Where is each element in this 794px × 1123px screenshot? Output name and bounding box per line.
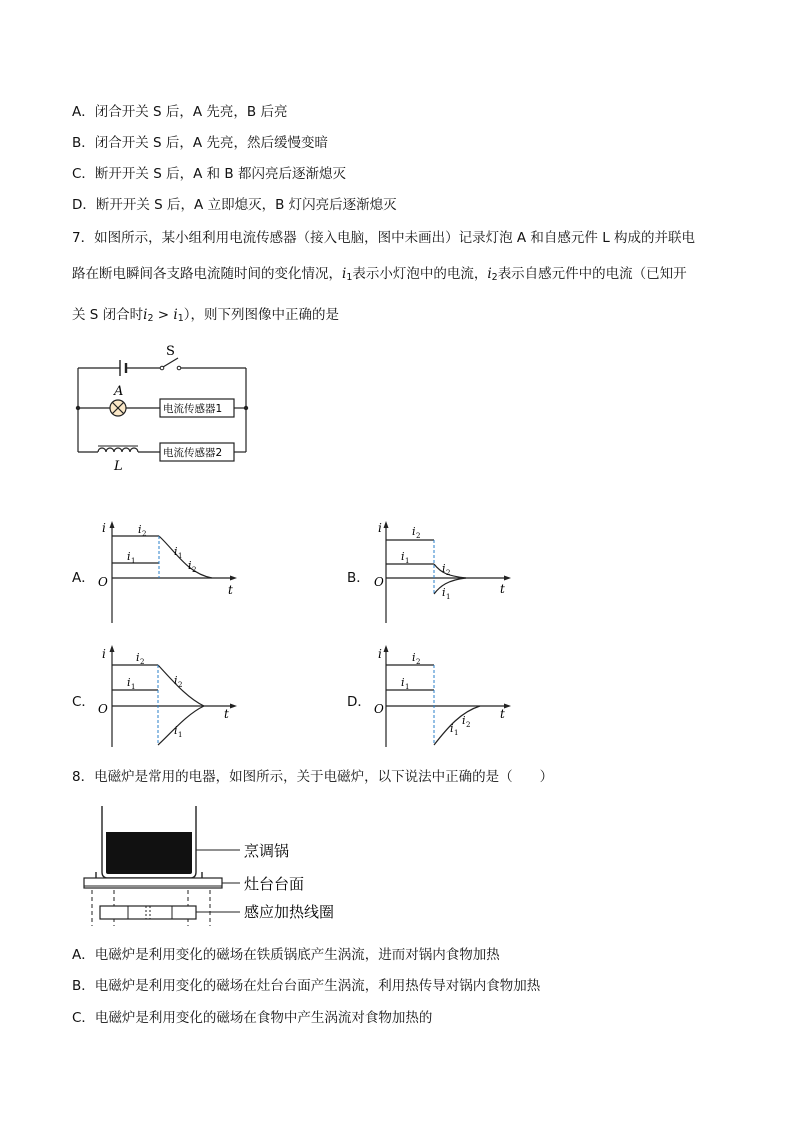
svg-text:1: 1 [446, 593, 451, 601]
q7-stem-line2: 路在断电瞬间各支路电流随时间的变化情况，$i_1$表示小灯泡中的电流，$i_2$表示自感元件中的电流（已知开 [72, 266, 687, 283]
svg-text:1: 1 [178, 731, 183, 739]
graph-a-letter: A． [72, 570, 95, 586]
svg-text:1: 1 [405, 683, 410, 691]
svg-text:i: i [401, 550, 405, 563]
svg-text:i: i [450, 722, 454, 735]
graph-b-letter: B． [347, 570, 370, 586]
svg-text:t: t [500, 707, 505, 721]
graph-b [366, 518, 516, 628]
svg-text:2: 2 [140, 658, 145, 666]
q6-option-a: A．闭合开关 S 后，A 先亮，B 后亮 [72, 104, 288, 120]
q8-option-b: B．电磁炉是利用变化的磁场在灶台台面产生涡流，利用热传导对锅内食物加热 [72, 978, 541, 994]
svg-text:2: 2 [416, 532, 421, 540]
coil-label: 感应加热线圈 [244, 903, 335, 921]
svg-text:i: i [412, 651, 416, 664]
pot-label: 烹调锅 [244, 842, 290, 860]
svg-text:1: 1 [178, 552, 183, 560]
svg-text:2: 2 [416, 658, 421, 666]
graph-c-letter: C． [72, 694, 95, 710]
svg-text:1: 1 [405, 557, 410, 565]
svg-text:i: i [442, 586, 446, 599]
svg-text:i: i [174, 674, 178, 687]
svg-text:i: i [174, 724, 178, 737]
svg-text:i: i [378, 647, 382, 661]
svg-text:2: 2 [192, 566, 197, 574]
q6-option-b: B．闭合开关 S 后，A 先亮，然后缓慢变暗 [72, 135, 328, 151]
graph-d [366, 642, 516, 752]
svg-text:i: i [174, 545, 178, 558]
sensor1-label: 电流传感器1 [163, 403, 223, 415]
switch-label: S [166, 344, 175, 359]
graph-a [92, 518, 242, 628]
svg-text:1: 1 [454, 729, 459, 737]
svg-text:2: 2 [466, 721, 471, 729]
svg-text:t: t [224, 707, 229, 721]
inductor-label: L [114, 459, 123, 474]
svg-text:2: 2 [446, 569, 451, 577]
q6-option-d: D．断开开关 S 后，A 立即熄灭，B 灯闪亮后逐渐熄灭 [72, 197, 397, 213]
graph-d-letter: D． [347, 694, 371, 710]
q7-stem-line3: 关 S 闭合时$i_2 > i_1$），则下列图像中正确的是 [72, 307, 339, 324]
sensor2-label: 电流传感器2 [163, 447, 223, 459]
lamp-label: A [114, 384, 124, 399]
q7-stem-line1: 7．如图所示，某小组利用电流传感器（接入电脑，图中未画出）记录灯泡 A 和自感元件 L 构成的并联电 [72, 230, 696, 246]
svg-text:i: i [127, 676, 131, 689]
q7-circuit-diagram [70, 340, 260, 475]
stove-label: 灶台台面 [244, 875, 305, 893]
svg-text:1: 1 [131, 683, 136, 691]
svg-text:i: i [136, 651, 140, 664]
svg-text:O: O [374, 702, 384, 716]
graph-c [92, 642, 242, 752]
svg-text:i: i [412, 525, 416, 538]
svg-text:i: i [102, 521, 106, 535]
q8-induction-cooker-figure [80, 800, 360, 930]
svg-text:i: i [102, 647, 106, 661]
svg-text:2: 2 [178, 681, 183, 689]
svg-text:t: t [500, 582, 505, 596]
q8-option-a: A．电磁炉是利用变化的磁场在铁质锅底产生涡流，进而对锅内食物加热 [72, 947, 500, 963]
svg-text:i: i [188, 559, 192, 572]
svg-text:i: i [378, 521, 382, 535]
svg-text:O: O [98, 702, 108, 716]
svg-text:i: i [442, 562, 446, 575]
q8-option-c: C．电磁炉是利用变化的磁场在食物中产生涡流对食物加热的 [72, 1010, 433, 1026]
svg-text:O: O [374, 575, 384, 589]
svg-text:t: t [228, 583, 233, 597]
svg-text:i: i [462, 714, 466, 727]
svg-text:i: i [138, 523, 142, 536]
svg-text:i: i [401, 676, 405, 689]
svg-text:2: 2 [142, 530, 147, 538]
svg-text:i: i [127, 550, 131, 563]
q8-stem: 8．电磁炉是常用的电器，如图所示，关于电磁炉，以下说法中正确的是（ ） [72, 769, 554, 785]
svg-text:1: 1 [131, 557, 136, 565]
q6-option-c: C．断开开关 S 后，A 和 B 都闪亮后逐渐熄灭 [72, 166, 346, 182]
svg-text:O: O [98, 575, 108, 589]
